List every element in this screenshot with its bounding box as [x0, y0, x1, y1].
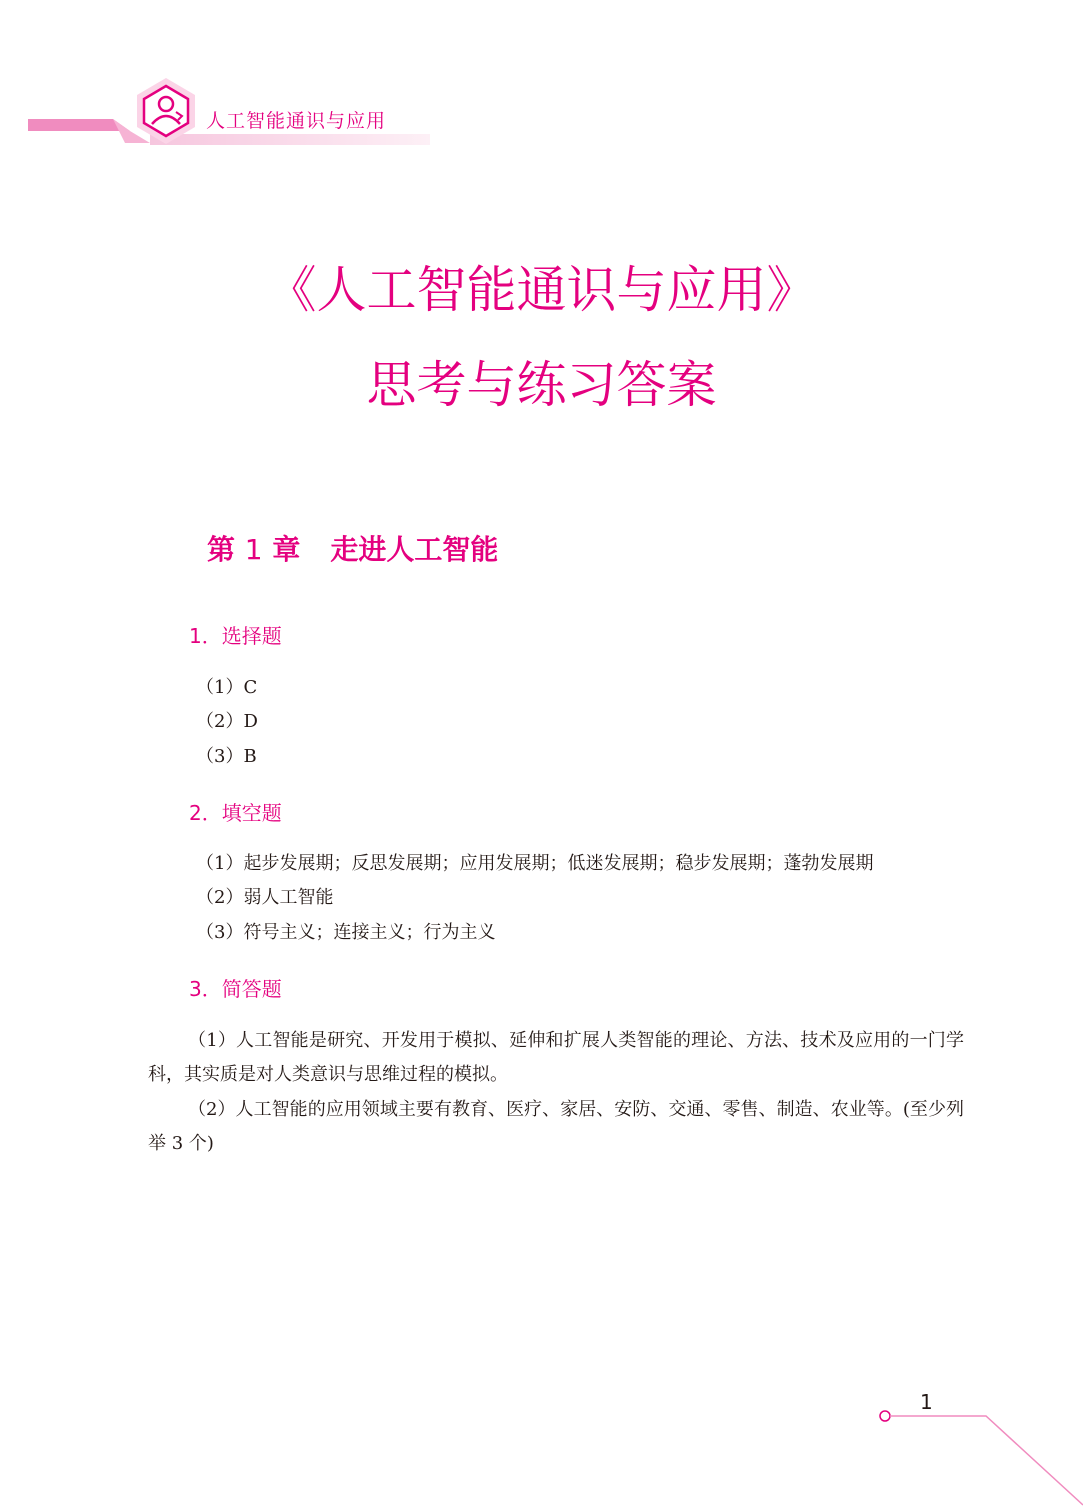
list-item: （2）弱人工智能 [196, 887, 334, 908]
section-heading-choice: 1．选择题 [189, 624, 282, 648]
header-book-title: 人工智能通识与应用 [206, 110, 387, 132]
section-heading-fill: 2．填空题 [189, 801, 282, 825]
list-item: （1）起步发展期；反思发展期；应用发展期；低迷发展期；稳步发展期；蓬勃发展期 [196, 853, 874, 874]
page-subtitle: 思考与练习答案 [366, 356, 717, 414]
chapter-heading [207, 528, 498, 568]
section-heading-short-answer: 3．简答题 [189, 977, 282, 1001]
header-decoration [0, 0, 1083, 160]
answer-paragraph: （1）人工智能是研究、开发用于模拟、延伸和扩展人类智能的理论、方法、技术及应用的一门学科，其实质是对人类意识与思维过程的模拟。 [148, 1030, 964, 1085]
running-header [0, 0, 1083, 160]
list-item: （2）D [196, 711, 258, 732]
page-number: 1 [920, 1390, 933, 1414]
header-band-right [150, 134, 430, 145]
list-item: （1）C [196, 677, 258, 698]
page-footer-decoration [860, 1380, 1083, 1509]
list-item: （3）B [196, 746, 257, 767]
list-item: （3）符号主义；连接主义；行为主义 [196, 922, 496, 943]
chapter-prefix: 第 [207, 533, 236, 566]
chapter-number: 1 [244, 533, 263, 566]
chapter-suffix: 章 [272, 533, 301, 566]
chapter-name: 走进人工智能 [330, 533, 499, 566]
answer-paragraph: （2）人工智能的应用领域主要有教育、医疗、家居、安防、交通、零售、制造、农业等。(至少列举 3 个) [148, 1099, 964, 1154]
page-title: 《人工智能通识与应用》 [266, 261, 817, 319]
